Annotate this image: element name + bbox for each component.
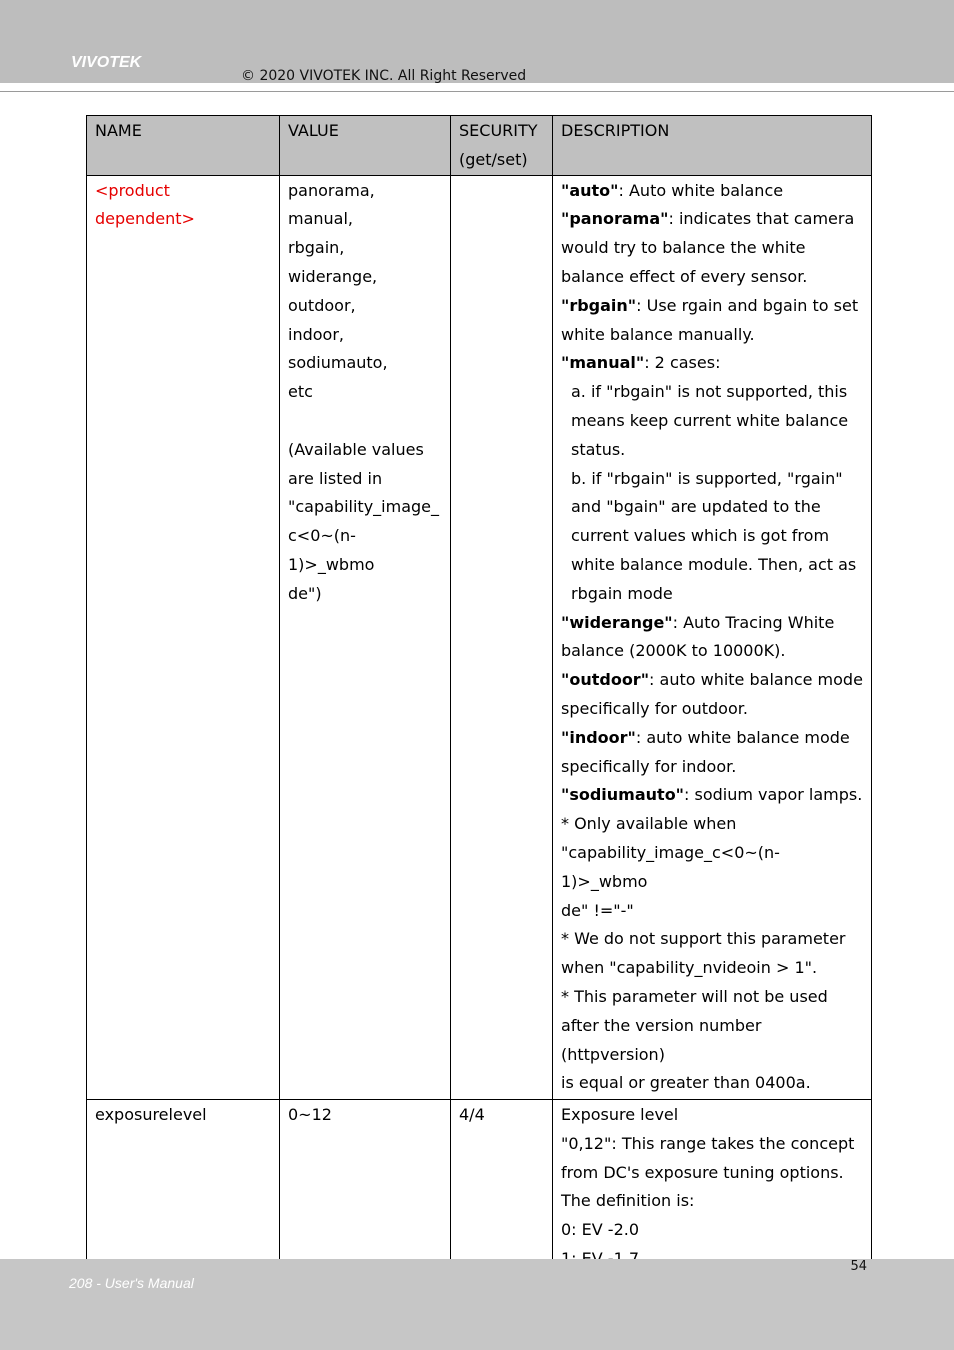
row1-value-line: indoor, — [288, 324, 344, 344]
header-name: NAME — [87, 116, 280, 176]
row1-value-line: widerange, — [288, 266, 378, 286]
header-security — [451, 116, 553, 176]
desc-note: is equal or greater than 0400a. — [561, 1073, 811, 1093]
desc-line: current values which is got from — [571, 526, 830, 546]
table-row — [87, 175, 872, 1100]
desc-line: The definition is: — [561, 1191, 695, 1211]
desc-line: and "bgain" are updated to the — [571, 497, 821, 517]
desc-outdoor: "outdoor": auto white balance mode — [561, 670, 863, 690]
desc-note: * Only available when — [561, 814, 737, 834]
desc-note: * This parameter will not be used — [561, 986, 828, 1006]
row1-security — [451, 175, 553, 1100]
desc-line: means keep current white balance — [571, 410, 849, 430]
desc-rbgain: "rbgain": Use rgain and bgain to set — [561, 295, 859, 315]
desc-note: "capability_image_c<0~(n-1)>_wbmo — [561, 842, 780, 891]
header-divider — [0, 91, 954, 92]
desc-line: a. if "rbgain" is not supported, this — [571, 382, 848, 402]
copyright-notice: © 2020 VIVOTEK INC. All Right Reserved — [241, 68, 527, 84]
header-security-line2: (get/set) — [459, 149, 528, 169]
parameter-table — [86, 115, 872, 1276]
footer-manual-label: 208 - User's Manual — [69, 1275, 194, 1291]
desc-line: status. — [571, 439, 626, 459]
desc-sodiumauto: "sodiumauto": sodium vapor lamps. — [561, 785, 863, 805]
row2-description — [553, 1100, 872, 1276]
desc-line: white balance module. Then, act as — [571, 554, 857, 574]
row2-name: exposurelevel — [87, 1100, 280, 1276]
header-security-line1: SECURITY — [459, 121, 538, 140]
row2-security: 4/4 — [451, 1100, 553, 1276]
desc-line: specifically for outdoor. — [561, 698, 748, 718]
desc-line: 0: EV -2.0 — [561, 1220, 640, 1240]
desc-note: de" !="-" — [561, 900, 634, 920]
footer-band — [0, 1259, 954, 1350]
row1-value-line: panorama, — [288, 180, 375, 200]
desc-line: would try to balance the white — [561, 238, 806, 258]
desc-line: balance effect of every sensor. — [561, 266, 808, 286]
header-value: VALUE — [280, 116, 451, 176]
row1-name: <product dependent> — [87, 175, 280, 1100]
desc-indoor: "indoor": auto white balance mode — [561, 727, 850, 747]
row1-value-line: outdoor, — [288, 295, 356, 315]
desc-note: * We do not support this parameter — [561, 929, 846, 949]
desc-line: specifically for indoor. — [561, 756, 737, 776]
row1-value-line: rbgain, — [288, 238, 345, 258]
desc-panorama: "panorama": indicates that camera — [561, 209, 855, 229]
row1-value-line: "capability_image_ — [288, 497, 439, 517]
row1-value-line — [288, 407, 442, 436]
desc-note: after the version number (httpversion) — [561, 1015, 767, 1064]
row1-value-line: de") — [288, 583, 322, 603]
row1-value-line: are listed in — [288, 468, 383, 488]
desc-manual: "manual": 2 cases: — [561, 353, 721, 373]
desc-auto: "auto": Auto white balance — [561, 180, 784, 200]
row1-value-line: (Available values — [288, 439, 424, 459]
desc-line: b. if "rbgain" is supported, "rgain" — [571, 468, 843, 488]
row1-value-line: etc — [288, 382, 313, 402]
desc-line: white balance manually. — [561, 324, 755, 344]
row1-value-line: sodiumauto, — [288, 353, 388, 373]
header-description: DESCRIPTION — [553, 116, 872, 176]
row2-value: 0~12 — [280, 1100, 451, 1276]
desc-note: when "capability_nvideoin > 1". — [561, 958, 818, 978]
desc-line: "0,12": This range takes the concept — [561, 1133, 855, 1153]
desc-line: from DC's exposure tuning options. — [561, 1162, 844, 1182]
table-row — [87, 1100, 872, 1276]
row1-value-line: manual, — [288, 209, 354, 229]
page-number: 54 — [850, 1259, 867, 1274]
row1-description — [553, 175, 872, 1100]
table-header-row — [87, 116, 872, 176]
desc-widerange: "widerange": Auto Tracing White — [561, 612, 835, 632]
vivotek-logo: VIVOTEK — [71, 54, 142, 71]
row1-value-line: c<0~(n-1)>_wbmo — [288, 526, 375, 574]
desc-line: Exposure level — [561, 1105, 679, 1125]
desc-line: rbgain mode — [571, 583, 673, 603]
desc-line: balance (2000K to 10000K). — [561, 641, 786, 661]
row1-value — [280, 175, 451, 1100]
